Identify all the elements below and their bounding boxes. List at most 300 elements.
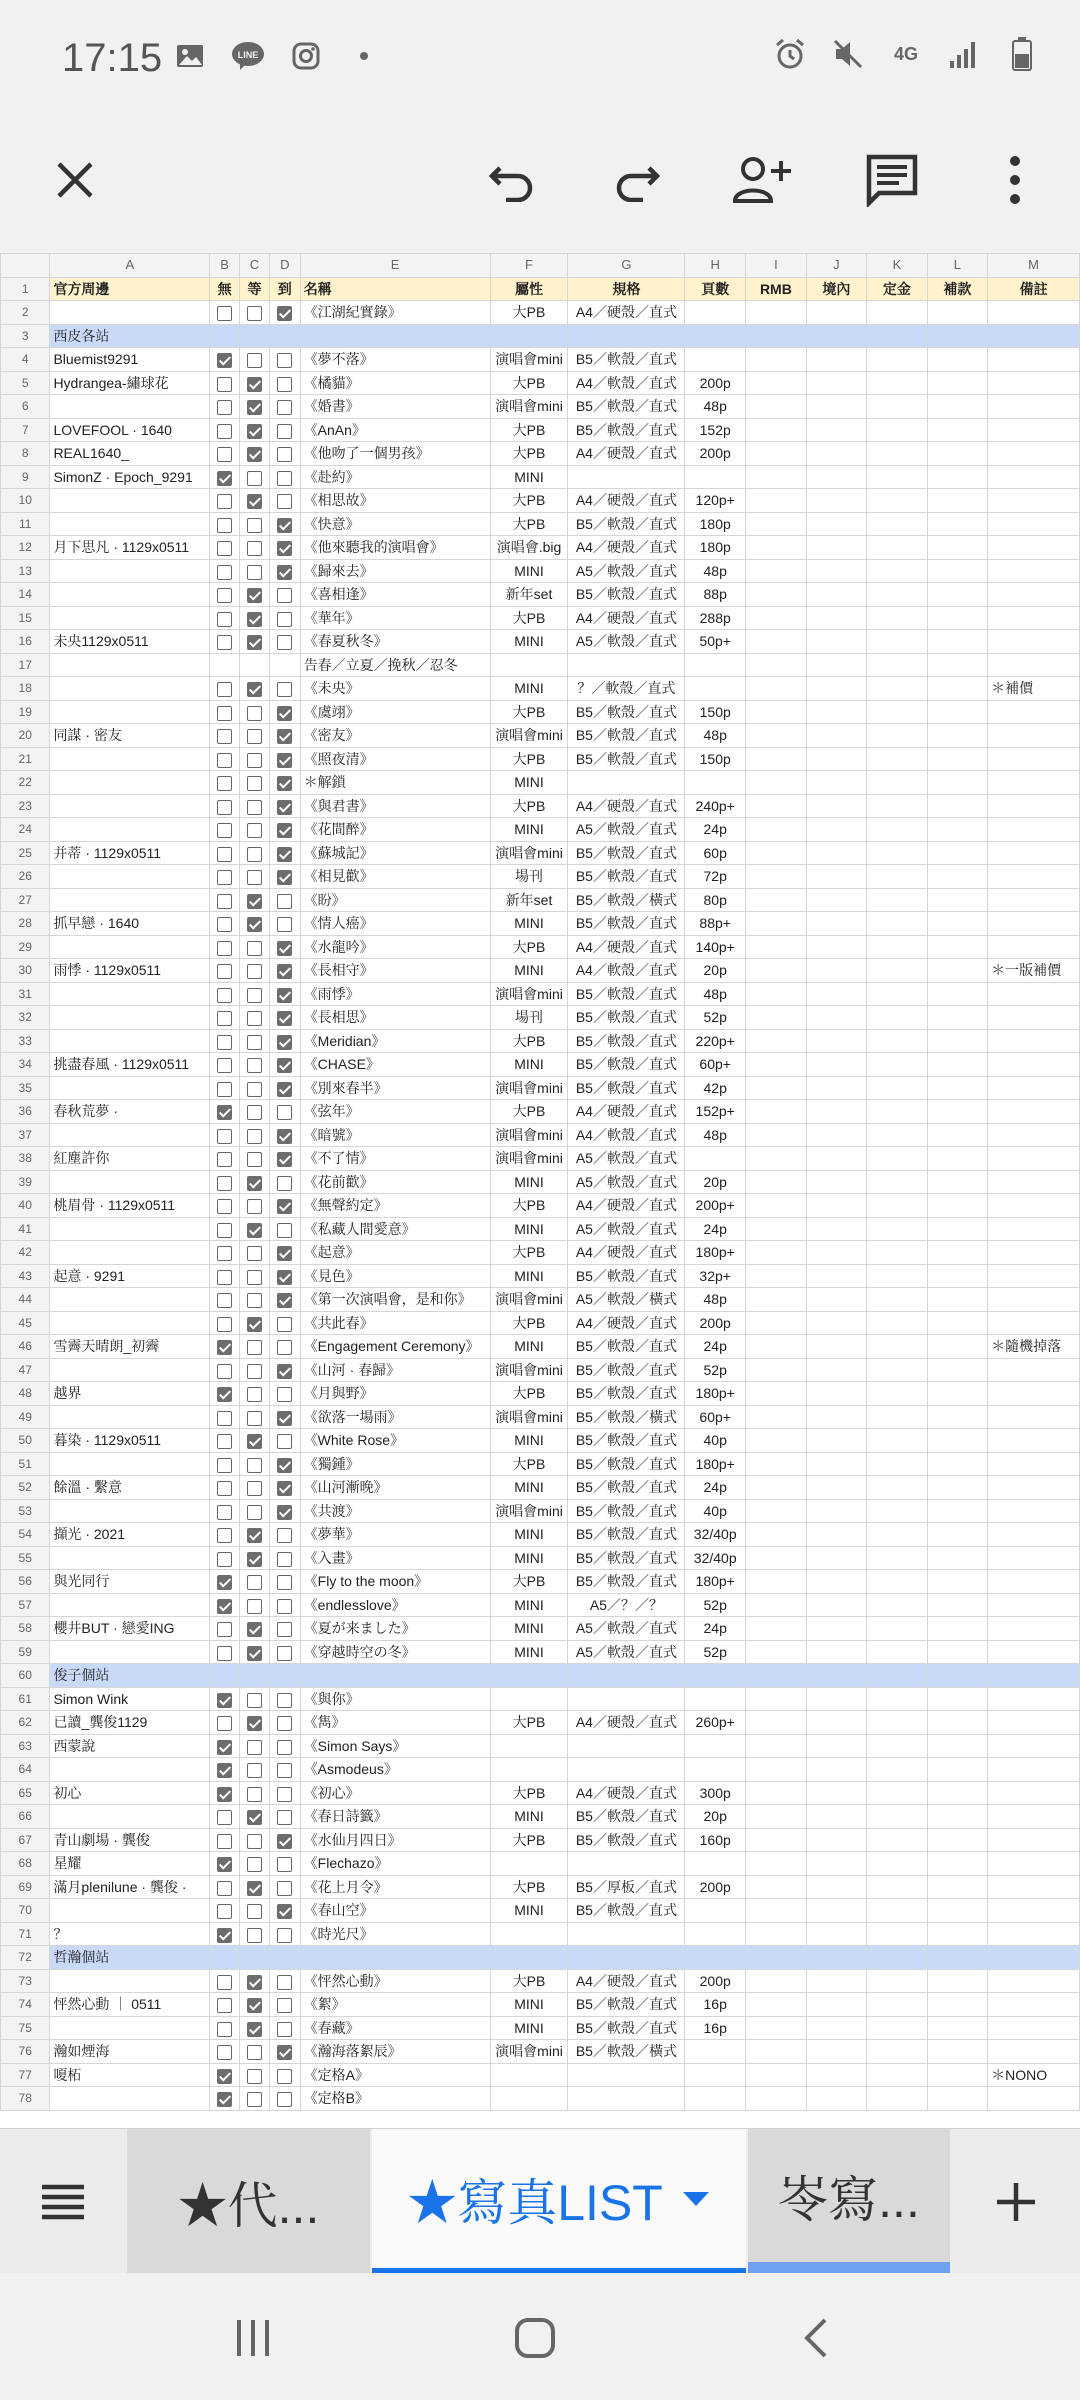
checkbox[interactable]: [277, 1599, 292, 1614]
checkbox[interactable]: [247, 823, 262, 838]
checkbox-cell-c[interactable]: [240, 1875, 270, 1899]
pages-cell[interactable]: [685, 1734, 746, 1758]
title-cell[interactable]: 《Flechazo》: [300, 1852, 490, 1876]
checkbox[interactable]: [277, 800, 292, 815]
checkbox-cell-b[interactable]: [210, 1241, 240, 1265]
checkbox-cell-b[interactable]: [210, 1123, 240, 1147]
spec-cell[interactable]: B5／軟殼／直式: [568, 1429, 685, 1453]
domestic-cell[interactable]: [806, 630, 867, 654]
checkbox-cell-d[interactable]: [269, 1758, 300, 1782]
owner-cell[interactable]: [50, 1452, 210, 1476]
row-number[interactable]: 52: [1, 1476, 50, 1500]
checkbox[interactable]: [247, 612, 262, 627]
spec-cell[interactable]: B5／軟殼／直式: [568, 1499, 685, 1523]
pages-cell[interactable]: 48p: [685, 395, 746, 419]
row-number[interactable]: 71: [1, 1922, 50, 1946]
spec-cell[interactable]: B5／軟殼／直式: [568, 1076, 685, 1100]
note-cell[interactable]: [988, 489, 1080, 513]
checkbox[interactable]: [247, 1528, 262, 1543]
deposit-cell[interactable]: [867, 935, 928, 959]
cell[interactable]: [867, 1664, 928, 1688]
checkbox-cell-b[interactable]: [210, 583, 240, 607]
title-cell[interactable]: 《定格B》: [300, 2087, 490, 2111]
checkbox-cell-d[interactable]: [269, 2016, 300, 2040]
checkbox-cell-b[interactable]: [210, 1617, 240, 1641]
checkbox[interactable]: [247, 1152, 262, 1167]
balance-cell[interactable]: [927, 442, 988, 466]
note-cell[interactable]: [988, 794, 1080, 818]
checkbox[interactable]: [277, 2069, 292, 2084]
checkbox[interactable]: [217, 518, 232, 533]
cell[interactable]: [988, 1946, 1080, 1970]
checkbox[interactable]: [247, 1411, 262, 1426]
deposit-cell[interactable]: [867, 442, 928, 466]
rmb-cell[interactable]: [746, 1029, 807, 1053]
spec-cell[interactable]: B5／軟殼／橫式: [568, 2040, 685, 2064]
domestic-cell[interactable]: [806, 2063, 867, 2087]
row-number[interactable]: 19: [1, 700, 50, 724]
row-number[interactable]: 60: [1, 1664, 50, 1688]
row-number[interactable]: 5: [1, 371, 50, 395]
note-cell[interactable]: [988, 418, 1080, 442]
rmb-cell[interactable]: [746, 1922, 807, 1946]
owner-cell[interactable]: [50, 1593, 210, 1617]
title-cell[interactable]: 《蘇城記》: [300, 841, 490, 865]
checkbox-cell-c[interactable]: [240, 1758, 270, 1782]
cell[interactable]: [300, 1946, 490, 1970]
domestic-cell[interactable]: [806, 1570, 867, 1594]
column-header[interactable]: I: [746, 254, 807, 278]
checkbox-cell-b[interactable]: [210, 1053, 240, 1077]
checkbox-cell-d[interactable]: [269, 1029, 300, 1053]
spec-cell[interactable]: A5／軟殼／直式: [568, 1640, 685, 1664]
cell[interactable]: [806, 1946, 867, 1970]
note-cell[interactable]: [988, 2016, 1080, 2040]
checkbox-cell-d[interactable]: [269, 1899, 300, 1923]
type-cell[interactable]: 新年set: [490, 888, 568, 912]
domestic-cell[interactable]: [806, 841, 867, 865]
deposit-cell[interactable]: [867, 888, 928, 912]
owner-cell[interactable]: [50, 1546, 210, 1570]
checkbox[interactable]: [277, 1622, 292, 1637]
checkbox-cell-b[interactable]: [210, 677, 240, 701]
note-cell[interactable]: [988, 935, 1080, 959]
checkbox-cell-d[interactable]: [269, 1053, 300, 1077]
domestic-cell[interactable]: [806, 1875, 867, 1899]
rmb-cell[interactable]: [746, 888, 807, 912]
checkbox[interactable]: [277, 353, 292, 368]
checkbox-cell-c[interactable]: [240, 982, 270, 1006]
checkbox-cell-d[interactable]: [269, 2087, 300, 2111]
spec-cell[interactable]: A5／軟殼／橫式: [568, 1288, 685, 1312]
note-cell[interactable]: [988, 1758, 1080, 1782]
title-cell[interactable]: 《相思故》: [300, 489, 490, 513]
balance-cell[interactable]: [927, 1170, 988, 1194]
owner-cell[interactable]: [50, 512, 210, 536]
title-cell[interactable]: 《春山空》: [300, 1899, 490, 1923]
checkbox[interactable]: [247, 847, 262, 862]
rmb-cell[interactable]: [746, 1264, 807, 1288]
rmb-cell[interactable]: [746, 1499, 807, 1523]
checkbox-cell-c[interactable]: [240, 1852, 270, 1876]
checkbox-cell-b[interactable]: [210, 1969, 240, 1993]
checkbox-cell-d[interactable]: [269, 653, 300, 677]
header-cell[interactable]: 官方周邊: [50, 277, 210, 301]
checkbox-cell-d[interactable]: [269, 1405, 300, 1429]
checkbox[interactable]: [217, 1340, 232, 1355]
owner-cell[interactable]: [50, 1358, 210, 1382]
domestic-cell[interactable]: [806, 1123, 867, 1147]
domestic-cell[interactable]: [806, 536, 867, 560]
checkbox-cell-b[interactable]: [210, 771, 240, 795]
checkbox[interactable]: [277, 1810, 292, 1825]
spec-cell[interactable]: B5／軟殼／直式: [568, 1805, 685, 1829]
checkbox-cell-d[interactable]: [269, 1805, 300, 1829]
checkbox-cell-b[interactable]: [210, 1194, 240, 1218]
deposit-cell[interactable]: [867, 348, 928, 372]
checkbox[interactable]: [217, 1411, 232, 1426]
note-cell[interactable]: [988, 1358, 1080, 1382]
owner-cell[interactable]: 紅塵許你: [50, 1147, 210, 1171]
checkbox-cell-d[interactable]: [269, 442, 300, 466]
checkbox-cell-b[interactable]: [210, 1100, 240, 1124]
checkbox-cell-d[interactable]: [269, 1523, 300, 1547]
row-number[interactable]: 72: [1, 1946, 50, 1970]
checkbox[interactable]: [217, 565, 232, 580]
balance-cell[interactable]: [927, 677, 988, 701]
checkbox-cell-d[interactable]: [269, 1264, 300, 1288]
domestic-cell[interactable]: [806, 912, 867, 936]
deposit-cell[interactable]: [867, 1076, 928, 1100]
checkbox-cell-b[interactable]: [210, 1170, 240, 1194]
checkbox[interactable]: [277, 1364, 292, 1379]
balance-cell[interactable]: [927, 418, 988, 442]
checkbox[interactable]: [247, 1434, 262, 1449]
checkbox[interactable]: [247, 1223, 262, 1238]
all-sheets-button[interactable]: [0, 2129, 125, 2274]
owner-cell[interactable]: [50, 1311, 210, 1335]
deposit-cell[interactable]: [867, 700, 928, 724]
rmb-cell[interactable]: [746, 1805, 807, 1829]
pages-cell[interactable]: 180p: [685, 536, 746, 560]
checkbox[interactable]: [277, 1082, 292, 1097]
spec-cell[interactable]: B5／軟殼／橫式: [568, 1405, 685, 1429]
checkbox-cell-d[interactable]: [269, 1875, 300, 1899]
owner-cell[interactable]: [50, 888, 210, 912]
pages-cell[interactable]: 60p: [685, 841, 746, 865]
owner-cell[interactable]: 起意 · 9291: [50, 1264, 210, 1288]
balance-cell[interactable]: [927, 1593, 988, 1617]
pages-cell[interactable]: 24p: [685, 1335, 746, 1359]
owner-cell[interactable]: ？: [50, 1922, 210, 1946]
domestic-cell[interactable]: [806, 1006, 867, 1030]
checkbox[interactable]: [217, 1317, 232, 1332]
checkbox-cell-d[interactable]: [269, 747, 300, 771]
checkbox-cell-b[interactable]: [210, 465, 240, 489]
checkbox-cell-b[interactable]: [210, 1593, 240, 1617]
pages-cell[interactable]: [685, 1852, 746, 1876]
title-cell[interactable]: 《婚書》: [300, 395, 490, 419]
pages-cell[interactable]: [685, 2063, 746, 2087]
checkbox[interactable]: [247, 1834, 262, 1849]
checkbox-cell-d[interactable]: [269, 1499, 300, 1523]
rmb-cell[interactable]: [746, 1405, 807, 1429]
checkbox[interactable]: [277, 1246, 292, 1261]
checkbox-cell-c[interactable]: [240, 818, 270, 842]
checkbox-cell-c[interactable]: [240, 583, 270, 607]
column-header[interactable]: G: [568, 254, 685, 278]
rmb-cell[interactable]: [746, 1617, 807, 1641]
pages-cell[interactable]: 40p: [685, 1429, 746, 1453]
checkbox-cell-c[interactable]: [240, 1053, 270, 1077]
checkbox-cell-d[interactable]: [269, 1241, 300, 1265]
checkbox[interactable]: [217, 306, 232, 321]
checkbox-cell-d[interactable]: [269, 935, 300, 959]
cell[interactable]: [927, 1664, 988, 1688]
checkbox-cell-b[interactable]: [210, 1288, 240, 1312]
checkbox[interactable]: [277, 1481, 292, 1496]
spec-cell[interactable]: B5／軟殼／直式: [568, 1523, 685, 1547]
balance-cell[interactable]: [927, 1429, 988, 1453]
deposit-cell[interactable]: [867, 465, 928, 489]
title-cell[interactable]: 《盼》: [300, 888, 490, 912]
row-number[interactable]: 54: [1, 1523, 50, 1547]
checkbox-cell-d[interactable]: [269, 1335, 300, 1359]
checkbox-cell-b[interactable]: [210, 1029, 240, 1053]
column-header[interactable]: J: [806, 254, 867, 278]
checkbox[interactable]: [277, 776, 292, 791]
domestic-cell[interactable]: [806, 1758, 867, 1782]
domestic-cell[interactable]: [806, 395, 867, 419]
domestic-cell[interactable]: [806, 1969, 867, 1993]
spec-cell[interactable]: B5／軟殼／直式: [568, 1476, 685, 1500]
owner-cell[interactable]: 已讀_龔俊1129: [50, 1711, 210, 1735]
balance-cell[interactable]: [927, 2016, 988, 2040]
pages-cell[interactable]: 72p: [685, 865, 746, 889]
header-cell[interactable]: RMB: [746, 277, 807, 301]
header-cell[interactable]: 定金: [867, 277, 928, 301]
pages-cell[interactable]: 52p: [685, 1593, 746, 1617]
deposit-cell[interactable]: [867, 395, 928, 419]
deposit-cell[interactable]: [867, 865, 928, 889]
type-cell[interactable]: [490, 1687, 568, 1711]
owner-cell[interactable]: [50, 1170, 210, 1194]
title-cell[interactable]: 《長相守》: [300, 959, 490, 983]
rmb-cell[interactable]: [746, 371, 807, 395]
spec-cell[interactable]: B5／軟殼／直式: [568, 418, 685, 442]
cell[interactable]: [490, 1664, 568, 1688]
title-cell[interactable]: 《初心》: [300, 1781, 490, 1805]
rmb-cell[interactable]: [746, 1711, 807, 1735]
checkbox-cell-d[interactable]: [269, 1123, 300, 1147]
checkbox-cell-c[interactable]: [240, 1429, 270, 1453]
checkbox-cell-d[interactable]: [269, 1358, 300, 1382]
checkbox-cell-c[interactable]: [240, 1617, 270, 1641]
checkbox-cell-d[interactable]: [269, 536, 300, 560]
checkbox-cell-b[interactable]: [210, 536, 240, 560]
checkbox[interactable]: [247, 1857, 262, 1872]
deposit-cell[interactable]: [867, 1217, 928, 1241]
domestic-cell[interactable]: [806, 888, 867, 912]
cell[interactable]: [490, 324, 568, 348]
row-number[interactable]: 41: [1, 1217, 50, 1241]
row-number[interactable]: 31: [1, 982, 50, 1006]
type-cell[interactable]: MINI: [490, 1523, 568, 1547]
checkbox-cell-b[interactable]: [210, 1852, 240, 1876]
title-cell[interactable]: 《見色》: [300, 1264, 490, 1288]
spec-cell[interactable]: B5／軟殼／直式: [568, 348, 685, 372]
checkbox-cell-c[interactable]: [240, 912, 270, 936]
owner-cell[interactable]: 滿月plenilune · 龔俊 ·: [50, 1875, 210, 1899]
owner-cell[interactable]: [50, 747, 210, 771]
checkbox[interactable]: [247, 1082, 262, 1097]
rmb-cell[interactable]: [746, 2016, 807, 2040]
cell[interactable]: [269, 324, 300, 348]
spec-cell[interactable]: A4／硬殼／直式: [568, 536, 685, 560]
row-number[interactable]: 4: [1, 348, 50, 372]
note-cell[interactable]: [988, 1852, 1080, 1876]
checkbox[interactable]: [217, 1740, 232, 1755]
balance-cell[interactable]: [927, 1617, 988, 1641]
spec-cell[interactable]: A5／軟殼／直式: [568, 1217, 685, 1241]
owner-cell[interactable]: 桃眉骨 · 1129x0511: [50, 1194, 210, 1218]
checkbox[interactable]: [217, 1152, 232, 1167]
checkbox[interactable]: [247, 1176, 262, 1191]
checkbox[interactable]: [217, 1552, 232, 1567]
deposit-cell[interactable]: [867, 1640, 928, 1664]
balance-cell[interactable]: [927, 1969, 988, 1993]
title-cell[interactable]: 《雋》: [300, 1711, 490, 1735]
checkbox[interactable]: [217, 1199, 232, 1214]
deposit-cell[interactable]: [867, 1969, 928, 1993]
owner-cell[interactable]: Bluemist9291: [50, 348, 210, 372]
checkbox-cell-d[interactable]: [269, 677, 300, 701]
row-number[interactable]: 59: [1, 1640, 50, 1664]
checkbox-cell-b[interactable]: [210, 348, 240, 372]
pages-cell[interactable]: 180p: [685, 512, 746, 536]
domestic-cell[interactable]: [806, 700, 867, 724]
pages-cell[interactable]: 48p: [685, 559, 746, 583]
domestic-cell[interactable]: [806, 583, 867, 607]
owner-cell[interactable]: [50, 1758, 210, 1782]
title-cell[interactable]: 告春／立夏／挽秋／忍冬: [300, 653, 490, 677]
owner-cell[interactable]: [50, 700, 210, 724]
note-cell[interactable]: [988, 1687, 1080, 1711]
cell[interactable]: [240, 324, 270, 348]
deposit-cell[interactable]: [867, 1405, 928, 1429]
rmb-cell[interactable]: [746, 912, 807, 936]
rmb-cell[interactable]: [746, 1358, 807, 1382]
rmb-cell[interactable]: [746, 724, 807, 748]
row-number[interactable]: 55: [1, 1546, 50, 1570]
pages-cell[interactable]: [685, 1899, 746, 1923]
type-cell[interactable]: MINI: [490, 1264, 568, 1288]
rmb-cell[interactable]: [746, 1311, 807, 1335]
deposit-cell[interactable]: [867, 1476, 928, 1500]
checkbox-cell-b[interactable]: [210, 630, 240, 654]
checkbox[interactable]: [217, 1904, 232, 1919]
spec-cell[interactable]: B5／軟殼／直式: [568, 1006, 685, 1030]
type-cell[interactable]: MINI: [490, 959, 568, 983]
spec-cell[interactable]: [568, 1758, 685, 1782]
spec-cell[interactable]: A5／軟殼／直式: [568, 630, 685, 654]
checkbox[interactable]: [277, 1458, 292, 1473]
type-cell[interactable]: 演唱會mini: [490, 1076, 568, 1100]
checkbox[interactable]: [247, 1129, 262, 1144]
cell[interactable]: [210, 324, 240, 348]
title-cell[interactable]: 《春藏》: [300, 2016, 490, 2040]
deposit-cell[interactable]: [867, 1288, 928, 1312]
checkbox[interactable]: [277, 988, 292, 1003]
checkbox-cell-d[interactable]: [269, 348, 300, 372]
rmb-cell[interactable]: [746, 1875, 807, 1899]
checkbox-cell-b[interactable]: [210, 912, 240, 936]
note-cell[interactable]: [988, 465, 1080, 489]
checkbox-cell-b[interactable]: [210, 1734, 240, 1758]
pages-cell[interactable]: 80p: [685, 888, 746, 912]
checkbox[interactable]: [217, 1998, 232, 2013]
spec-cell[interactable]: A4／硬殼／直式: [568, 794, 685, 818]
checkbox[interactable]: [247, 1646, 262, 1661]
row-number[interactable]: 67: [1, 1828, 50, 1852]
domestic-cell[interactable]: [806, 935, 867, 959]
checkbox-cell-d[interactable]: [269, 1311, 300, 1335]
checkbox[interactable]: [217, 894, 232, 909]
pages-cell[interactable]: [685, 771, 746, 795]
checkbox[interactable]: [277, 2045, 292, 2060]
note-cell[interactable]: [988, 1640, 1080, 1664]
owner-cell[interactable]: 并蒂 · 1129x0511: [50, 841, 210, 865]
domestic-cell[interactable]: [806, 1852, 867, 1876]
pages-cell[interactable]: 32p+: [685, 1264, 746, 1288]
column-header[interactable]: E: [300, 254, 490, 278]
row-number[interactable]: 10: [1, 489, 50, 513]
checkbox-cell-d[interactable]: [269, 301, 300, 325]
balance-cell[interactable]: [927, 1123, 988, 1147]
undo-button[interactable]: [472, 140, 552, 220]
checkbox[interactable]: [217, 800, 232, 815]
domestic-cell[interactable]: [806, 442, 867, 466]
pages-cell[interactable]: 120p+: [685, 489, 746, 513]
owner-cell[interactable]: 未央1129x0511: [50, 630, 210, 654]
deposit-cell[interactable]: [867, 1570, 928, 1594]
balance-cell[interactable]: [927, 348, 988, 372]
owner-cell[interactable]: 月下思凡 · 1129x0511: [50, 536, 210, 560]
type-cell[interactable]: 演唱會mini: [490, 2040, 568, 2064]
type-cell[interactable]: 大PB: [490, 1241, 568, 1265]
sheet-tab-3[interactable]: [748, 2129, 950, 2274]
title-cell[interactable]: 《第一次演唱會，是和你》: [300, 1288, 490, 1312]
checkbox[interactable]: [277, 1787, 292, 1802]
checkbox[interactable]: [247, 1387, 262, 1402]
checkbox[interactable]: [217, 988, 232, 1003]
checkbox[interactable]: [277, 424, 292, 439]
checkbox-cell-c[interactable]: [240, 653, 270, 677]
row-number[interactable]: 73: [1, 1969, 50, 1993]
title-cell[interactable]: 《起意》: [300, 1241, 490, 1265]
checkbox[interactable]: [247, 1105, 262, 1120]
note-cell[interactable]: [988, 1123, 1080, 1147]
owner-cell[interactable]: 擷光 · 2021: [50, 1523, 210, 1547]
owner-cell[interactable]: [50, 935, 210, 959]
pages-cell[interactable]: 88p+: [685, 912, 746, 936]
header-cell[interactable]: 境內: [806, 277, 867, 301]
type-cell[interactable]: 大PB: [490, 1875, 568, 1899]
balance-cell[interactable]: [927, 2063, 988, 2087]
checkbox-cell-d[interactable]: [269, 1452, 300, 1476]
deposit-cell[interactable]: [867, 724, 928, 748]
checkbox[interactable]: [247, 1458, 262, 1473]
